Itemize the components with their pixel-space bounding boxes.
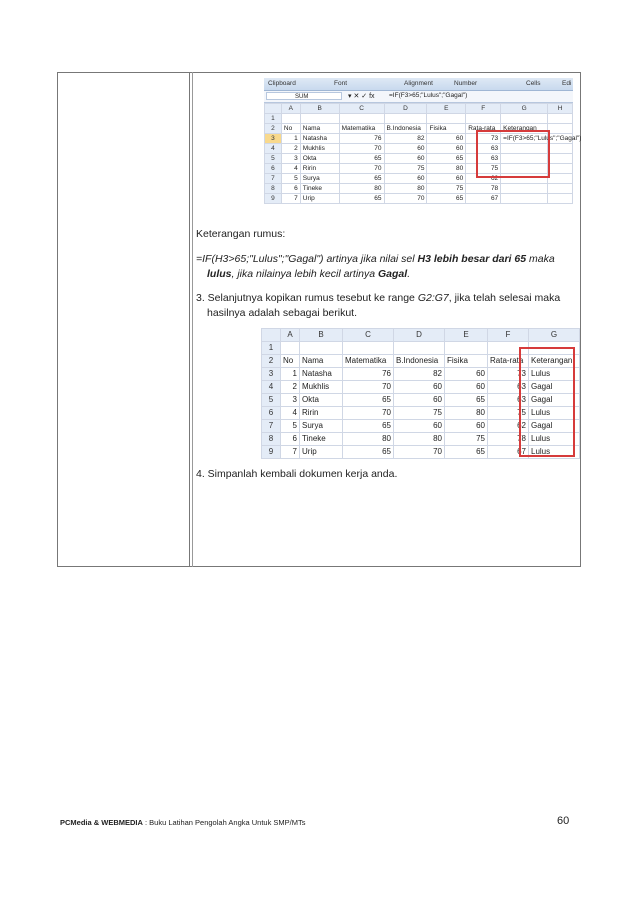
table-row [265, 194, 573, 204]
cell[interactable] [281, 114, 300, 124]
cell[interactable] [466, 114, 501, 124]
cell[interactable]: Ririn [300, 164, 339, 174]
highlight-box-result [519, 347, 575, 457]
cell[interactable]: 76 [339, 134, 384, 144]
cell[interactable]: 78 [488, 433, 529, 446]
cell[interactable]: Gagal [529, 420, 580, 433]
ribbon-group-label: Clipboard [268, 80, 296, 87]
cell[interactable] [501, 194, 548, 204]
row-header[interactable]: 8 [262, 433, 281, 446]
cell[interactable]: 75 [394, 407, 445, 420]
text-span: , jika nilainya lebih kecil artinya [231, 268, 379, 280]
cell[interactable]: 60 [394, 394, 445, 407]
page-footer [60, 818, 306, 827]
formula-explanation-line1 [196, 252, 555, 267]
cell[interactable] [445, 342, 488, 355]
text-span: 3. Selanjutnya kopikan rumus tesebut ke range [196, 292, 418, 304]
cell[interactable]: 80 [343, 433, 394, 446]
cell[interactable]: 82 [394, 368, 445, 381]
cell[interactable]: 65 [339, 174, 384, 184]
cell[interactable]: Lulus [529, 433, 580, 446]
column-header[interactable]: F [488, 329, 529, 342]
cell[interactable] [501, 184, 548, 194]
cell[interactable]: 67 [466, 194, 501, 204]
cell[interactable]: Gagal [529, 394, 580, 407]
highlight-box-formula [476, 130, 550, 178]
cell[interactable]: 4 [281, 164, 300, 174]
cell[interactable]: 65 [343, 446, 394, 459]
column-header[interactable] [262, 329, 281, 342]
row-header[interactable]: 5 [262, 394, 281, 407]
cell[interactable]: 75 [466, 164, 501, 174]
cell[interactable] [548, 144, 573, 154]
cell[interactable]: 60 [394, 420, 445, 433]
row-header[interactable]: 7 [265, 174, 282, 184]
cell[interactable] [339, 114, 384, 124]
cell[interactable]: No [281, 355, 300, 368]
cell[interactable]: 80 [445, 407, 488, 420]
ribbon-group-label: Font [334, 80, 348, 87]
cell[interactable]: 73 [466, 134, 501, 144]
cell[interactable]: 60 [445, 381, 488, 394]
cell[interactable]: 7 [281, 194, 300, 204]
cell[interactable]: 63 [466, 154, 501, 164]
cell[interactable]: Mukhlis [300, 381, 343, 394]
cell[interactable]: 80 [339, 184, 384, 194]
cell[interactable]: 70 [384, 194, 427, 204]
cell[interactable]: B.Indonesia [394, 355, 445, 368]
name-box: SUM [266, 92, 342, 100]
cell[interactable]: 65 [343, 420, 394, 433]
ribbon-group-label: Alignment [404, 80, 433, 87]
formula-bar [264, 91, 573, 103]
cell[interactable] [300, 114, 339, 124]
text-span-bold: lulus [207, 268, 232, 280]
cell[interactable]: Matematika [339, 124, 384, 134]
cell[interactable]: 65 [427, 194, 466, 204]
cell[interactable]: 70 [343, 381, 394, 394]
cell[interactable]: 80 [394, 433, 445, 446]
cell[interactable]: 2 [281, 381, 300, 394]
page-number: 60 [557, 815, 570, 827]
cell[interactable]: Tineke [300, 433, 343, 446]
cell[interactable]: B.Indonesia [384, 124, 427, 134]
cell[interactable]: 67 [488, 446, 529, 459]
row-header[interactable]: 2 [262, 355, 281, 368]
excel-ribbon [264, 78, 573, 91]
cell[interactable]: 1 [281, 134, 300, 144]
cell[interactable]: 6 [281, 433, 300, 446]
cell[interactable]: Tineke [300, 184, 339, 194]
cell[interactable]: Natasha [300, 134, 339, 144]
cell[interactable]: Rata-rata [466, 124, 501, 134]
column-divider [189, 72, 190, 567]
cell[interactable] [548, 174, 573, 184]
cell[interactable]: 3 [281, 154, 300, 164]
cell[interactable] [548, 194, 573, 204]
cell[interactable]: 60 [427, 174, 466, 184]
cell[interactable]: =IF(F3>65;"Lulus";"Gagal") [501, 134, 548, 144]
cell[interactable]: 65 [339, 154, 384, 164]
row-header[interactable]: 4 [265, 144, 282, 154]
cell[interactable]: Fisika [427, 124, 466, 134]
cell[interactable]: 65 [339, 194, 384, 204]
footer-brand: PCMedia & WEBMEDIA [60, 818, 143, 827]
cell[interactable]: 76 [343, 368, 394, 381]
cell[interactable]: Rata-rata [488, 355, 529, 368]
cell[interactable]: 60 [445, 368, 488, 381]
cell[interactable] [548, 164, 573, 174]
step-3-line2: hasilnya adalah sebagai berikut. [207, 307, 358, 319]
text-span: =IF(H3>65;"Lulus";"Gagal") artinya jika nilai sel [196, 253, 418, 265]
cell[interactable]: Matematika [343, 355, 394, 368]
ribbon-group-label: Number [454, 80, 478, 87]
cell[interactable] [300, 342, 343, 355]
cell[interactable]: 63 [488, 394, 529, 407]
cell[interactable]: Keterangan [529, 355, 580, 368]
formula-bar-icons: ▾ ✕ ✓ fx [348, 93, 375, 100]
row-header[interactable]: 4 [262, 381, 281, 394]
cell[interactable]: 62 [466, 174, 501, 184]
column-header[interactable]: B [300, 329, 343, 342]
cell[interactable] [548, 114, 573, 124]
cell[interactable]: Lulus [529, 368, 580, 381]
cell[interactable]: 5 [281, 420, 300, 433]
cell[interactable]: 60 [384, 154, 427, 164]
cell[interactable]: 63 [466, 144, 501, 154]
column-header[interactable]: G [501, 104, 548, 114]
cell[interactable]: 78 [466, 184, 501, 194]
cell[interactable]: Fisika [445, 355, 488, 368]
column-header[interactable]: F [466, 104, 501, 114]
cell[interactable] [501, 114, 548, 124]
ribbon-group-label: Edi [562, 80, 572, 87]
text-span-bold: H3 lebih besar dari 65 [417, 253, 527, 265]
text-span: maka [526, 253, 555, 265]
cell[interactable]: Surya [300, 420, 343, 433]
cell[interactable] [548, 124, 573, 134]
column-header[interactable]: E [427, 104, 466, 114]
cell[interactable]: 80 [427, 164, 466, 174]
text-span-italic: G2:G7 [417, 292, 449, 304]
cell[interactable] [548, 154, 573, 164]
row-header[interactable]: 8 [265, 184, 282, 194]
column-header[interactable]: E [445, 329, 488, 342]
cell[interactable]: Ririn [300, 407, 343, 420]
column-divider-inner [192, 72, 193, 567]
cell[interactable]: 60 [427, 144, 466, 154]
column-header[interactable]: A [281, 104, 300, 114]
formula-explanation-line2 [207, 267, 410, 282]
row-header[interactable]: 9 [265, 194, 282, 204]
cell[interactable]: 62 [488, 420, 529, 433]
cell[interactable]: Surya [300, 174, 339, 184]
column-header[interactable]: C [339, 104, 384, 114]
cell[interactable] [394, 342, 445, 355]
cell[interactable]: Urip [300, 194, 339, 204]
column-header[interactable] [265, 104, 282, 114]
cell[interactable]: Lulus [529, 446, 580, 459]
row-header[interactable]: 6 [262, 407, 281, 420]
column-header[interactable]: H [548, 104, 573, 114]
step-3-line1 [196, 291, 560, 306]
cell[interactable]: 6 [281, 184, 300, 194]
cell[interactable]: 1 [281, 368, 300, 381]
cell[interactable]: Mukhlis [300, 144, 339, 154]
keterangan-heading: Keterangan rumus: [196, 228, 286, 240]
cell[interactable]: Natasha [300, 368, 343, 381]
cell[interactable]: 70 [343, 407, 394, 420]
cell[interactable]: 60 [394, 381, 445, 394]
row-header[interactable]: 6 [265, 164, 282, 174]
cell[interactable]: 3 [281, 394, 300, 407]
text-span: , jika telah selesai maka [448, 292, 561, 304]
cell[interactable]: 65 [343, 394, 394, 407]
cell[interactable]: 4 [281, 407, 300, 420]
column-header[interactable]: B [300, 104, 339, 114]
column-header[interactable]: C [343, 329, 394, 342]
cell[interactable]: 7 [281, 446, 300, 459]
cell[interactable]: 70 [339, 164, 384, 174]
cell[interactable]: 70 [339, 144, 384, 154]
column-header[interactable]: D [394, 329, 445, 342]
row-header[interactable]: 1 [265, 114, 282, 124]
cell[interactable]: 82 [384, 134, 427, 144]
cell[interactable]: 5 [281, 174, 300, 184]
row-header[interactable]: 2 [265, 124, 282, 134]
column-header[interactable]: G [529, 329, 580, 342]
cell[interactable]: Nama [300, 124, 339, 134]
cell[interactable]: 60 [445, 420, 488, 433]
cell[interactable]: 63 [488, 381, 529, 394]
cell[interactable]: 75 [427, 184, 466, 194]
cell[interactable] [281, 342, 300, 355]
cell[interactable]: 75 [488, 407, 529, 420]
column-header[interactable]: A [281, 329, 300, 342]
row-header[interactable]: 7 [262, 420, 281, 433]
cell[interactable]: Lulus [529, 407, 580, 420]
cell[interactable] [343, 342, 394, 355]
cell[interactable]: 60 [384, 174, 427, 184]
cell[interactable]: No [281, 124, 300, 134]
cell[interactable]: 60 [427, 134, 466, 144]
step-4: 4. Simpanlah kembali dokumen kerja anda. [196, 468, 398, 480]
cell[interactable]: 65 [445, 394, 488, 407]
row-header[interactable]: 3 [262, 368, 281, 381]
cell[interactable]: 75 [445, 433, 488, 446]
cell[interactable]: Keterangan [501, 124, 548, 134]
row-header[interactable]: 3 [265, 134, 282, 144]
column-header[interactable]: D [384, 104, 427, 114]
cell[interactable]: 75 [384, 164, 427, 174]
table-row [265, 184, 573, 194]
footer-book-title: : Buku Latihan Pengolah Angka Untuk SMP/MTs [142, 818, 306, 827]
row-header[interactable]: 5 [265, 154, 282, 164]
cell[interactable]: 60 [384, 144, 427, 154]
cell[interactable]: Nama [300, 355, 343, 368]
cell[interactable]: 73 [488, 368, 529, 381]
cell[interactable]: 70 [394, 446, 445, 459]
text-span: . [407, 268, 411, 280]
table-row [265, 114, 573, 124]
cell[interactable]: 2 [281, 144, 300, 154]
cell[interactable] [384, 114, 427, 124]
ribbon-group-label: Cells [526, 80, 541, 87]
row-header[interactable]: 1 [262, 342, 281, 355]
cell[interactable]: 65 [445, 446, 488, 459]
cell[interactable]: 80 [384, 184, 427, 194]
cell[interactable]: 65 [427, 154, 466, 164]
formula-bar-text: =IF(F3>65;"Lulus";"Gagal") [389, 92, 468, 99]
text-span-bold: Gagal [378, 268, 408, 280]
cell[interactable]: Okta [300, 154, 339, 164]
cell[interactable] [427, 114, 466, 124]
cell[interactable]: Okta [300, 394, 343, 407]
cell[interactable]: Urip [300, 446, 343, 459]
row-header[interactable]: 9 [262, 446, 281, 459]
cell[interactable] [548, 184, 573, 194]
cell[interactable]: Gagal [529, 381, 580, 394]
